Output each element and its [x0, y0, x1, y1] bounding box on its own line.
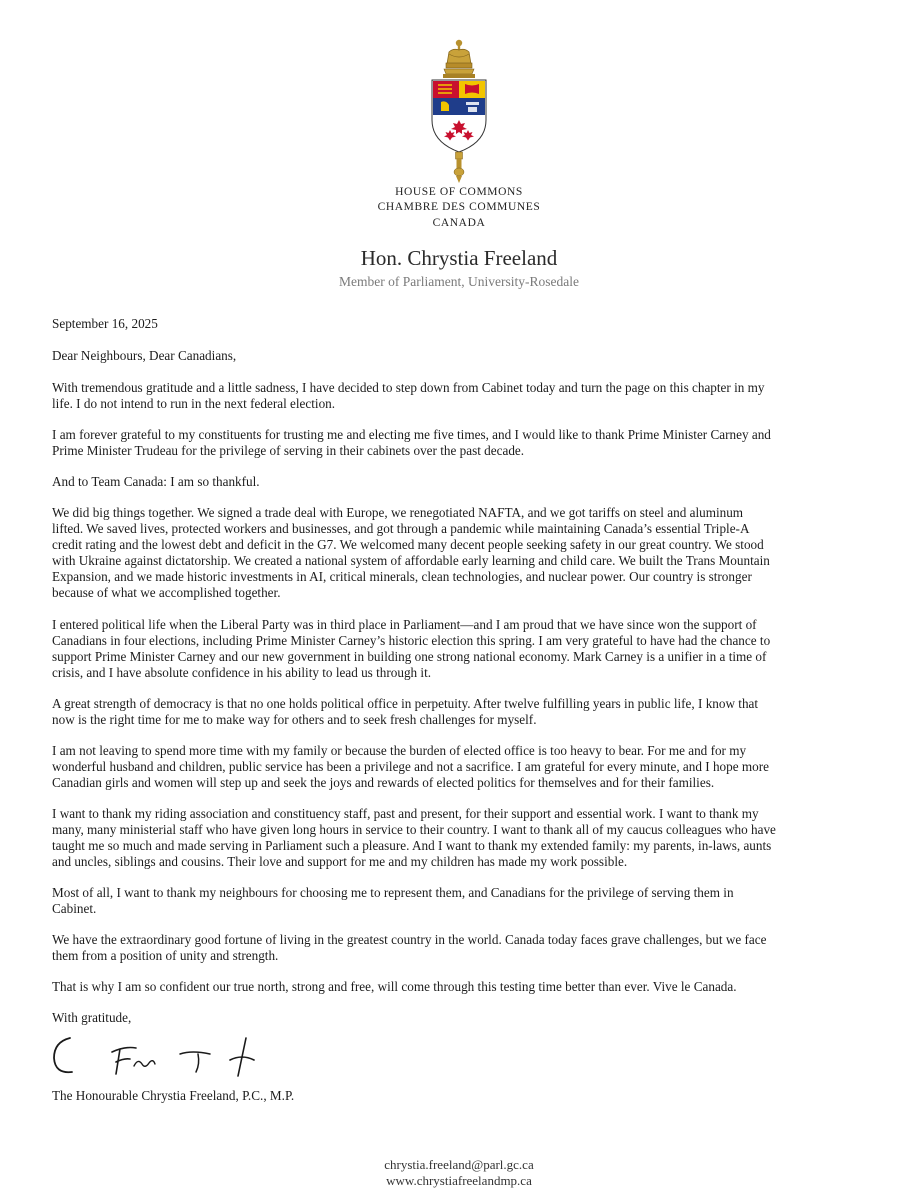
paragraph-line: and uncles, siblings and cousins. Their love and support for me and my children has made my work possible.	[52, 854, 628, 869]
paragraph-line: We did big things together. We signed a trade deal with Europe, we renegotiated NAFTA, and we got tariffs on steel and aluminum	[52, 505, 744, 520]
paragraph-line: Most of all, I want to thank my neighbours for choosing me to represent them, and Canadians for the privilege of serving them in	[52, 885, 734, 900]
paragraph-line: I am forever grateful to my constituents for trusting me and electing me five times, and I would like to thank Prime Minister Carney and	[52, 427, 771, 442]
paragraph-line: Canadian girls and women will step up and seek the joys and rewards of elected politics for themselves and for their families.	[52, 775, 715, 790]
paragraph-line: I entered political life when the Liberal Party was in third place in Parliament—and I am proud that we have since won the support of	[52, 617, 757, 632]
paragraph-line: taught me so much and made serving in Parliament such a pleasure. And I want to thank my extended family: my parents, in-laws, aunts	[52, 838, 772, 853]
parliament-crest-icon	[420, 38, 498, 183]
paragraph-line: wonderful husband and children, public service has been a privilege and not a sacrifice. I am grateful for every minute, and I hope more	[52, 759, 769, 774]
paragraph-line: many, many ministerial staff who have given long hours in service to their country. I want to thank all of my caucus colleagues who have	[52, 822, 776, 837]
paragraph-line: lifted. We saved lives, protected workers and businesses, and got through a pandemic while maintaining Canada’s essential Triple-A	[52, 521, 750, 536]
signature-icon	[50, 1034, 265, 1080]
paragraph-line: I want to thank my riding association and constituency staff, past and present, for their support and essential work. I want to thank my	[52, 806, 759, 821]
institution-fr: CHAMBRE DES COMMUNES	[377, 201, 541, 213]
paragraph-line: And to Team Canada: I am so thankful.	[52, 474, 260, 489]
paragraph-line: now is the right time for me to make way for others and to seek fresh challenges for myself.	[52, 712, 537, 727]
paragraph-line: That is why I am so confident our true north, strong and free, will come through this testing time better than ever. Vive le Canada.	[52, 979, 737, 994]
paragraph-line: credit rating and the lowest debt and deficit in the G7. We welcomed many decent people seeking safety in our great country. We stood	[52, 537, 764, 552]
institution-en: HOUSE OF COMMONS	[395, 186, 523, 198]
paragraph-line: Cabinet.	[52, 901, 97, 916]
paragraph-line: them from a position of unity and strength.	[52, 948, 279, 963]
paragraph-line: I am not leaving to spend more time with my family or because the burden of elected office is too heavy to bear. For me and for my	[52, 743, 747, 758]
letter-date: September 16, 2025	[52, 316, 158, 331]
mp-title: Member of Parliament, University-Rosedale	[339, 274, 579, 289]
paragraph-line: crisis, and I have absolute confidence in his ability to lead us through it.	[52, 665, 432, 680]
signatory-name: The Honourable Chrystia Freeland, P.C., M.P.	[52, 1088, 295, 1103]
paragraph-line: with Ukraine against dictatorship. We created a national system of affordable early learning and child care. We built the Trans Mountain	[52, 553, 770, 568]
paragraph-line: Canadians in four elections, including Prime Minister Carney’s historic election this spring. I am very grateful to have had the chance to	[52, 633, 771, 648]
footer-email[interactable]: chrystia.freeland@parl.gc.ca	[384, 1157, 534, 1172]
mp-name: Hon. Chrystia Freeland	[360, 246, 558, 270]
letter-closing: With gratitude,	[52, 1010, 132, 1025]
paragraph-line: With tremendous gratitude and a little sadness, I have decided to step down from Cabinet today and turn the page on this chapter in my	[52, 380, 765, 395]
paragraph-line: Prime Minister Trudeau for the privilege of serving in their cabinets over the past decade.	[52, 443, 525, 458]
paragraph-line: We have the extraordinary good fortune of living in the greatest country in the world. Canada today faces grave challenges, but we face	[52, 932, 767, 947]
country-label: CANADA	[432, 217, 486, 229]
paragraph-line: life. I do not intend to run in the next federal election.	[52, 396, 336, 411]
paragraph-line: A great strength of democracy is that no one holds political office in perpetuity. After twelve fulfilling years in public life, I know that	[52, 696, 759, 711]
letter-salutation: Dear Neighbours, Dear Canadians,	[52, 348, 237, 363]
paragraph-line: Expansion, and we made historic investments in AI, critical minerals, clean technologies, and nuclear power. Our country is stronger	[52, 569, 752, 584]
paragraph-line: because of what we accomplished together.	[52, 585, 281, 600]
paragraph-line: support Prime Minister Carney and our new government in building one strong national economy. Mark Carney is a unifier in a time of	[52, 649, 767, 664]
footer-website[interactable]: www.chrystiafreelandmp.ca	[386, 1173, 532, 1188]
